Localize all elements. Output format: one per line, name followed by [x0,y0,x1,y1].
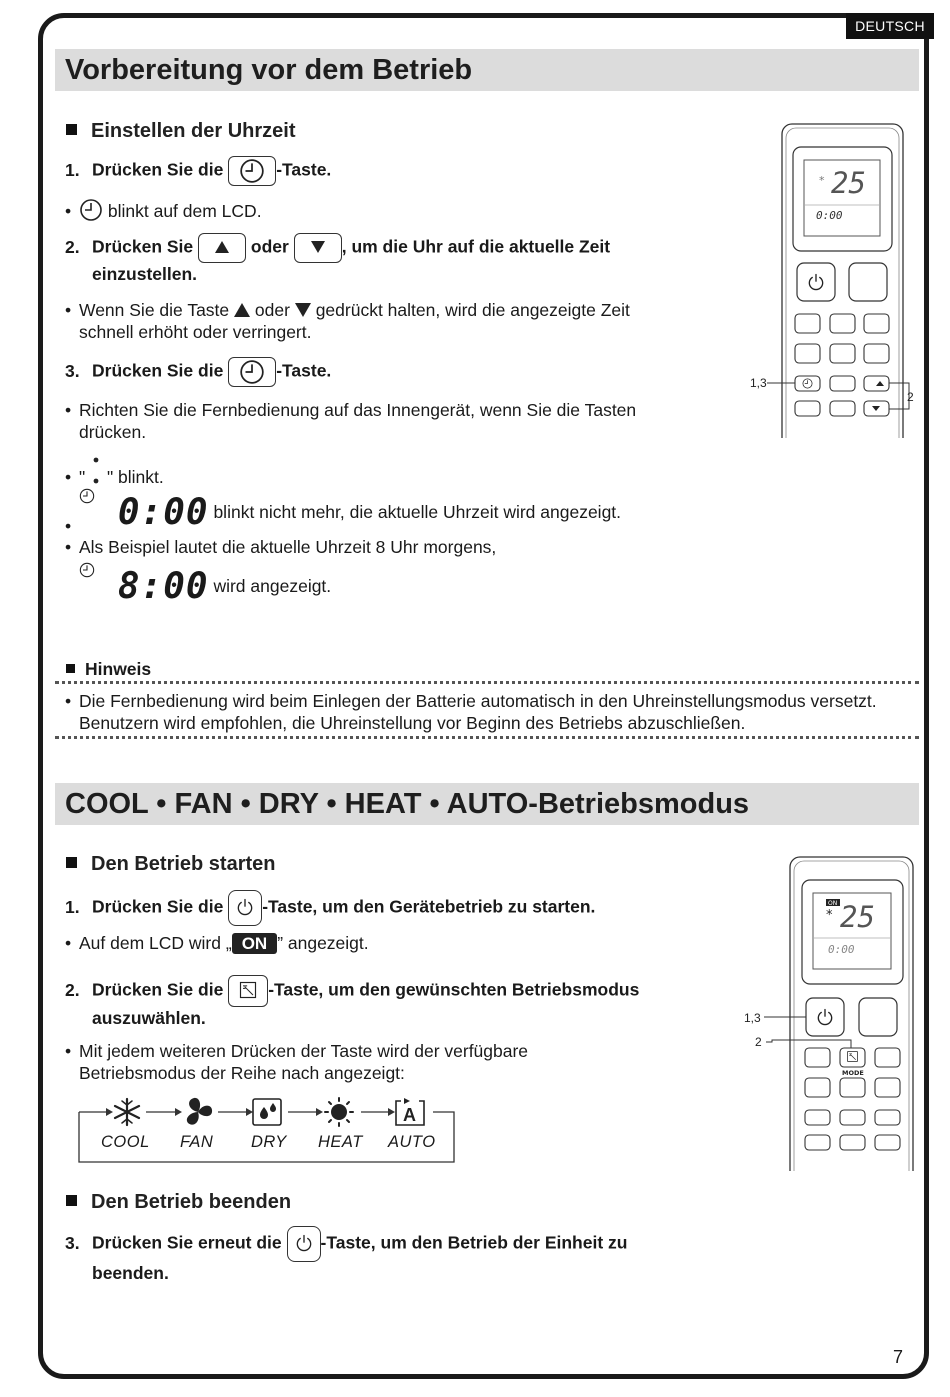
bullet-example-time: • Als Beispiel lautet die aktuelle Uhrzeit 8 Uhr morgens, 8:00 wird angezeigt. [65,537,497,608]
note-divider-bottom [55,736,919,739]
svg-text:*: * [826,908,833,923]
svg-text:A: A [403,1105,416,1125]
bullet-clock-blinks: • blinkt auf dem LCD. [65,198,262,222]
bullet-mode-sequence: • Mit jedem weiteren Drücken der Taste wird der verfügbare Betriebsmodus der Reihe nach angezeigt: [65,1041,529,1083]
svg-text:MODE: MODE [842,1069,864,1077]
step3-power-off: 3. Drücken Sie erneut die -Taste, um den Betrieb der Einheit zu beenden. [65,1226,627,1284]
mode-label-heat: HEAT [318,1133,363,1151]
step2-set-time: 2. Drücken Sie oder , um die Uhr auf die aktuelle Zeit einzustellen. [65,233,610,285]
remote-control-illustration-2 [740,853,920,1173]
mode-label-dry: DRY [251,1133,287,1151]
svg-text:2: 2 [907,390,914,404]
mode-label-cool: COOL [101,1133,150,1151]
fan-icon [186,1098,212,1125]
clock-icon [79,562,95,578]
section1-title-bar [55,49,919,91]
note-text: • Die Fernbedienung wird beim Einlegen der Batterie automatisch in den Uhreinstellungsmodus versetzt. Benutzern wird empfohlen, die Uhreinstellung vor Beginn des Betriebs abzuschließen. [65,691,877,733]
bullet-hold-keys: • Wenn Sie die Taste oder gedrückt halten, wird die angezeigte Zeit schnell erhöht oder verringert. [65,300,630,342]
mode-key-icon [228,975,268,1007]
power-key-icon [228,890,262,926]
mode-cycle-diagram [78,1097,455,1163]
bullet-on-displayed: • Auf dem LCD wird „ ON ” angezeigt. [65,933,369,953]
language-tag: DEUTSCH [846,13,934,39]
clock-key-icon [228,357,276,387]
remote-control-illustration-1 [745,120,920,440]
step1-power-on: 1. Drücken Sie die -Taste, um den Gerätebetrieb zu starten. [65,890,595,926]
square-bullet-icon [66,1195,77,1206]
mode-label-fan: FAN [180,1133,214,1151]
clock-key-icon [228,156,276,186]
step3-clock: 3. Drücken Sie die -Taste. [65,357,331,387]
dry-drop-icon [253,1099,281,1125]
up-triangle-icon [234,303,250,317]
note-title: Hinweis [66,659,151,680]
clock-setting-subtitle: Einstellen der Uhrzeit [66,120,296,143]
svg-text:25: 25 [840,900,875,934]
note-divider-top [55,681,919,684]
page-number: 7 [893,1347,904,1367]
start-operation-subtitle: Den Betrieb starten [66,853,276,876]
section2-title-bar [55,783,919,825]
on-badge: ON [232,933,278,954]
clock-icon [79,198,103,222]
svg-text:*: * [819,174,825,187]
up-key-icon [198,233,246,263]
clock-icon [79,488,95,504]
down-triangle-icon [295,303,311,317]
blinking-colon-icon [90,457,102,487]
svg-text:2: 2 [755,1035,762,1049]
power-key-icon [287,1226,321,1262]
heat-sun-icon [325,1098,353,1126]
cool-snowflake-icon [115,1099,139,1125]
square-bullet-icon [66,857,77,868]
mode-label-auto: AUTO [388,1133,436,1151]
svg-text:25: 25 [831,166,866,200]
step1-clock: 1. Drücken Sie die -Taste. [65,156,331,186]
svg-text:0:00: 0:00 [828,943,855,956]
section2-title: COOL • FAN • DRY • HEAT • AUTO-Betriebsmodus [65,788,750,820]
bullet-colon-blinks: • " " blinkt. [65,457,164,488]
step2-mode: 2. Drücken Sie die -Taste, um den gewünschten Betriebsmodus auszuwählen. [65,975,639,1029]
bullet-point-remote: • Richten Sie die Fernbedienung auf das Innengerät, wenn Sie die Tasten drücken. [65,400,637,442]
svg-text:1,3: 1,3 [744,1011,761,1025]
section1-title: Vorbereitung vor dem Betrieb [65,54,473,86]
square-bullet-icon [66,124,77,135]
stop-operation-subtitle: Den Betrieb beenden [66,1191,291,1214]
svg-text:1,3: 1,3 [750,376,767,390]
svg-text:ON: ON [828,900,838,907]
auto-icon [396,1098,424,1125]
svg-text:0:00: 0:00 [816,209,843,222]
bullet-stops-blinking: • 0:00 blinkt nicht mehr, die aktuelle Uhrzeit wird angezeigt. [65,488,621,537]
down-key-icon [294,233,342,263]
